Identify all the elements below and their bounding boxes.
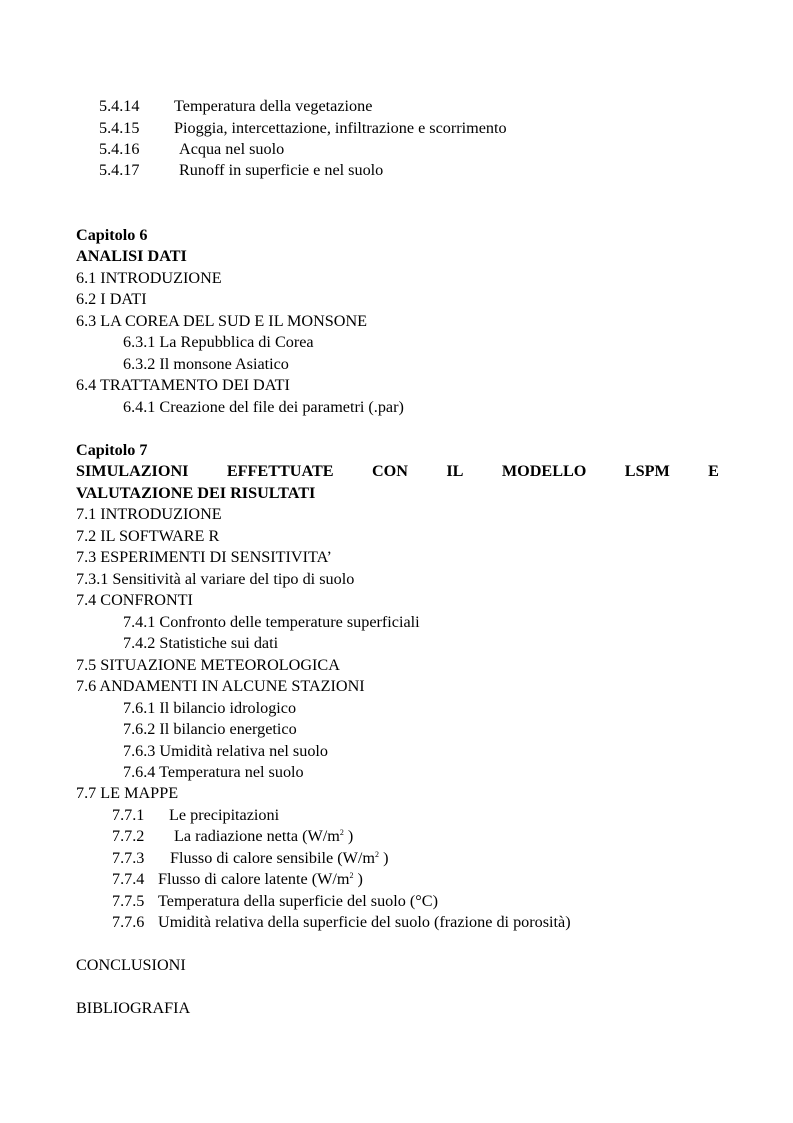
toc-subentry: 7.7.5 Temperatura della superficie del suolo (°C)	[112, 892, 438, 910]
toc-subentry: 6.3.2 Il monsone Asiatico	[123, 355, 289, 373]
conclusions-entry: CONCLUSIONI	[76, 956, 186, 974]
chapter-title-line2: VALUTAZIONE DEI RISULTATI	[76, 484, 316, 502]
toc-entry: 5.4.15 Pioggia, intercettazione, infiltrazione e scorrimento	[99, 119, 507, 137]
toc-entry: 6.2 I DATI	[76, 290, 147, 308]
chapter-title: ANALISI DATI	[76, 247, 187, 265]
toc-subentry: 7.7.6 Umidità relativa della superficie del suolo (frazione di porosità)	[112, 913, 571, 931]
toc-entry: 7.3.1 Sensitività al variare del tipo di suolo	[76, 570, 355, 588]
toc-subentry: 7.7.4 Flusso di calore latente ($W/m^2$ )	[112, 870, 363, 888]
toc-subentry: 7.4.2 Statistiche sui dati	[123, 634, 279, 652]
toc-subentry: 7.7.1 Le precipitazioni	[112, 806, 280, 824]
toc-subentry: 6.3.1 La Repubblica di Corea	[123, 333, 314, 351]
chapter-label: Capitolo 7	[76, 441, 148, 459]
toc-subentry: 7.7.3 Flusso di calore sensibile ($W/m^2$ )	[112, 849, 389, 867]
toc-entry: 7.3 ESPERIMENTI DI SENSITIVITA’	[76, 548, 332, 566]
toc-subentry: 7.6.4 Temperatura nel suolo	[123, 763, 304, 781]
chapter-label: Capitolo 6	[76, 226, 148, 244]
toc-entry: 5.4.14 Temperatura della vegetazione	[99, 97, 373, 115]
toc-entry: 7.2 IL SOFTWARE R	[76, 527, 220, 545]
toc-entry: 6.4 TRATTAMENTO DEI DATI	[76, 376, 290, 394]
toc-subentry: 7.6.3 Umidità relativa nel suolo	[123, 742, 328, 760]
toc-entry: 5.4.17 Runoff in superficie e nel suolo	[99, 161, 384, 179]
toc-entry: 6.3 LA COREA DEL SUD E IL MONSONE	[76, 312, 368, 330]
toc-subentry: 7.6.1 Il bilancio idrologico	[123, 699, 297, 717]
toc-subentry: 7.6.2 Il bilancio energetico	[123, 720, 297, 738]
toc-entry: 7.4 CONFRONTI	[76, 591, 193, 609]
toc-entry: 7.1 INTRODUZIONE	[76, 505, 222, 523]
chapter-title: SIMULAZIONI EFFETTUATE CON IL MODELLO LSPM E	[76, 462, 719, 480]
toc-subentry: 7.7.2 La radiazione netta ($W/m^2$ )	[112, 827, 354, 845]
toc-subentry: 7.4.1 Confronto delle temperature superficiali	[123, 613, 420, 631]
toc-entry: 7.7 LE MAPPE	[76, 784, 179, 802]
bibliography-entry: BIBLIOGRAFIA	[76, 999, 191, 1017]
toc-entry: 5.4.16 Acqua nel suolo	[99, 140, 285, 158]
toc-subentry: 6.4.1 Creazione del file dei parametri (.par)	[123, 398, 404, 416]
toc-entry: 6.1 INTRODUZIONE	[76, 269, 222, 287]
toc-entry: 7.5 SITUAZIONE METEOROLOGICA	[76, 656, 340, 674]
toc-entry: 7.6 ANDAMENTI IN ALCUNE STAZIONI	[76, 677, 365, 695]
